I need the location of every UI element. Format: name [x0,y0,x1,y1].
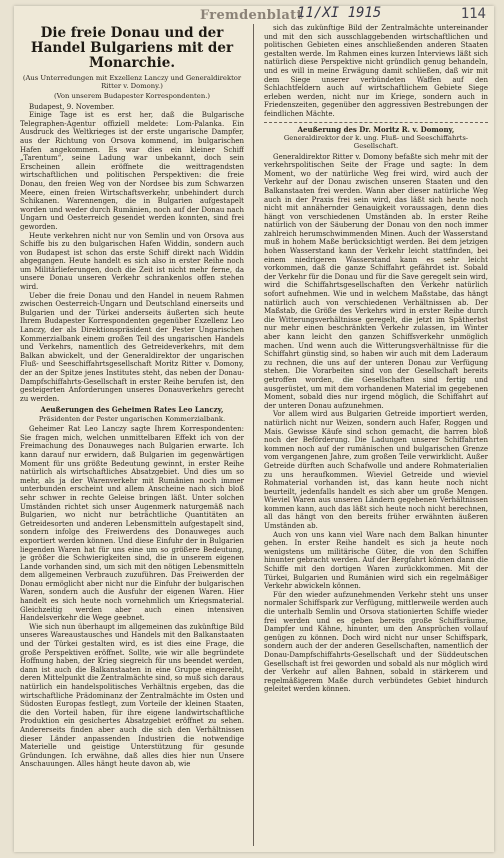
paragraph: Geheimer Rat Leo Lanczy sagte Ihrem Korrespondenten: Sie fragen mich, welchen unmittelbaren Effekt ich von der Freimachung des Donauweges nach Bulgarien erwarte. Ich kann darauf nur erwidern, daß Bulgarien im gegenwärtigen Moment für uns größte Bedeutung gewinnt, in erster Reihe natürlich als wirtschaftliches Absatzgebiet. Und dies um so mehr, als ja der Warenverkehr mit Rumänien noch immer unterbunden erscheint und allem Anscheine nach sich bloß sehr schwer in rechte Geleise bringen läßt. Unter solchen Umständen richtet sich unser Augenmerk naturgemäß nach Bulgarien, wo nicht nur beträchtliche Quantitäten an Getreidesorten und anderen Lebensmitteln aufgestapelt sind, sondern infolge des Freiwerdens des Donauweges auch exportiert werden können. Und diese Einfuhr der in Bulgarien liegenden Waren hat für uns eine um so größere Bedeutung, je größer die Schwierigkeiten sind, die in unserem eigenen Lande vorhanden sind, um sich mit den nötigen Lebensmitteln dem allgemeinen Verbrauch zuzuführen. Das Freiwerden der Donau ermöglicht aber nicht nur die Einfuhr der bulgarischen Waren, sondern auch die Ausfuhr der eigenen Waren. Hier handelt es sich heute noch vornehmlich um Kriegsmaterial. Gleichzeitig werden aber auch einen intensiven Handelsverkehr die Wege geebnet. [20,425,244,623]
paragraph: Generaldirektor Ritter v. Domony befaßte sich mehr mit der verkehrspolitischen Seite der Frage und sagte: In dem Moment, wo der natürliche Weg frei wird, wird auch der Verkehr auf der Donau zwischen unseren Staaten und den Balkanstaaten frei werden. Wann aber dieser natürliche Weg auch in der Praxis frei sein wird, das läßt sich heute noch nicht mit annähernder Genauigkeit voraussagen, denn dies hängt von verschiedenen Umständen ab. In erster Reihe natürlich von der Säuberung der Donau von den noch immer zahlreich herumschwimmenden Minen. Auch der Wasserstand muß in hohem Maße berücksichtigt werden. Bei dem jetzigen hohen Wasserstand kann der Verkehr leicht stattfinden, bei einem niedrigeren Wasserstand kann es sehr leicht vorkommen, daß die ganze Schiffahrt gefährdet ist. Sobald der Verkehr für die Donau und für die Save geregelt sein wird, wird die Schiffahrtsgesellschaften den Verkehr natürlich sofort aufnehmen. Wie und in welchem Maßstabe, das hängt natürlich auch von verschiedenen Verhältnissen ab. Der Maßstab, die Größe des Verkehrs wird in erster Reihe durch die Witterungsverhältnisse geregelt, die jetzt im Spätherbst nur mehr einen beschränkten Verkehr zulassen, im Winter aber kann leicht den ganzen Schiffsverkehr unmöglich machen. Und wenn auch die Witterungsverhältnisse für die Schiffahrt günstig sind, so haben wir auch mit dem Laderaum zu rechnen, die uns auf der unteren Donau zur Verfügung stehen. Die Vorarbeiten sind von der Gesellschaft bereits getroffen worden, die Gesellschaften sind fertig und ausgerüstet, um mit dem vorhandenen Material im gegebenen Moment, sobald dies nur irgend möglich, die Schiffahrt auf der unteren Donau aufzunehmen. [264,152,488,410]
paragraph: Vor allem wird aus Bulgarien Getreide importiert werden, natürlich nicht nur Weizen, sondern auch Hafer, Roggen und Mais. Gewisse Käufe sind schon gemacht, die harren bloß noch der Beförderung. Die Ladungen unserer Schiffahrten kommen noch auf der rumänischen und bulgarischen Grenze vom vergangenen Jahre, zum großen Teile verwirklicht. Außer Getreide dürften auch Schafwolle und andere Rohmaterialien zu uns heraufkommen. Wieviel Getreide und wieviel Rohmaterial vorhanden ist, das kann heute noch nicht beurteilt, jedenfalls handelt es sich aber um große Mengen. Wieviel Waren aus unseren Ländern gegebenen Verhältnissen kommen kann, auch das läßt sich heute noch nicht berechnen, all das hängt von den bereits früher erwähnten äußeren Umständen ab. [264,410,488,531]
paragraph: Auch von uns kann viel Ware nach dem Balkan hinunter gehen. In erster Reihe handelt es sich ja heute noch wenigstens um militärische Güter, die von den Schiffen hinunter gebracht werden. Auf der Bergfahrt können dann die Schiffe mit den dortigen Waren zurückkommen. Mit der Türkei, Bulgarien und Rumänien wird sich ein regelmäßiger Verkehr abwickeln können. [264,530,488,591]
paragraph: Heute verkehren nicht nur von Semlin und von Orsova aus Schiffe bis zu den bulgarischen Hafen Widdin, sondern auch von Budapest ist schon das erste Schiff direkt nach Widdin abgegangen. Heute handelt es sich also in erster Reihe noch um Militärlieferungen, doch die Zeit ist nicht mehr ferne, da unsere Donau unseren Verkehr schrankenlos offen stehen wird. [20,231,244,292]
masthead: Fremdenblatt [200,8,303,23]
paragraph: sich das zukünftige Bild der Zentralmächte untereinander und mit den sich ausschlaggebenden wirtschaftlichen und politischen Gebieten eines anschließenden anderen Staaten gestalten werde. Im Rahmen eines kurzen Interviews läßt sich natürlich diese Perspektive nicht gründlich genug behandeln, und es will in meine Erwägung damit schließen, daß wir mit dem Siege unserer verbündeten Waffen auf den Schlachtfeldern auch auf wirtschaftlichem Gebiete Siege erleben werden, nicht nur im Kriege, sondern auch in Friedenszeiten, gegenüber den aggressiven Bestrebungen der feindlichen Mächte. [264,24,488,118]
section1-heading: Aeußerungen des Geheimen Rates Leo Lanczy, [40,405,224,415]
right-column [264,24,488,846]
cut-line [264,122,488,123]
handwritten-date: 11/XI 1915 [297,5,382,21]
paragraph: Einige Tage ist es erst her, daß die Bulgarische Telegraphen-Agentur offiziell meldete: Lom-Palanka. Ein Ausdruck des Weltkrieges ist der erste ungarische Dampfer, aus der Richtung von Orsova kommend, im bulgarischen Hafen angekommen. Es war dies ein kleiner Schiff „Tarentum“, seine Ladung war unbekannt, doch sein Erscheinen allein eröffnete die weittragendsten wirtschaftlichen und politischen Perspektiven: die freie Donau, den freien Weg von der Nordsee bis zum Schwarzen Meere, einen freien Wirtschaftsverkehr, unbehindert durch Schikanen. Warennengen, die in Bulgarien aufgestapelt worden und weder durch Rumänien, noch auf der Donau nach Ungarn und Oesterreich gesendet werden konnten, sind frei geworden. [20,111,244,231]
article-title: Die freie Donau und der Handel Bulgariens mit der Monarchie. [30,25,234,71]
paragraph: Wie sich nun überhaupt im allgemeinen das zukünftige Bild unseres Wareaustausches und Handels mit den Balkanstaaten und der Türkei gestalten wird, es ist dies eine Frage, die große Perspektiven eröffnet. Sollte, wie wir alle begründete Hoffnung haben, der Krieg siegreich für uns beendet werden, dann ist auch die Balkanstaaten in eine Gruppe eingereiht, deren Mittelpunkt die Zentralmächte sind, so muß sich daraus natürlich ein handelspolitisches Verhältnis ergeben, das die wirtschaftliche Prädominanz der Zentralmächte im Osten und Südosten Europas festlegt, zum Vorteile der kleinen Staaten, die den Vorteil haben, für ihre eigene landwirtschaftliche Produktion ein gesichertes Absatzgebiet eröffnet zu sehen. Andererseits finden aber auch die sich den Verhältnissen dieser Länder anpassenden Industrien die notwendige Materielle und geistige Unterstützung für gesunde Gründungen. Ich erwähne, daß alles dies hier nun Unsere Anschauungen. Alles hängt heute davon ab, wie [20,622,244,769]
section2-subheading: Generaldirektor der k. ung. Fluß- und Seeschiffahrts-Gesellschaft. [283,134,469,151]
column-divider [253,24,254,846]
paragraph: Budapest, 9. November. [29,102,115,111]
section2-paragraphs [264,153,488,694]
handwritten-page-number: 114 [460,6,486,22]
section2-heading: Aeußerung des Dr. Moritz R. v. Domony, [297,124,455,134]
article-source: (Von unserem Budapester Korrespondenten.) [53,92,211,101]
article-subtitle: (Aus Unterredungen mit Exzellenz Lanczy und Generaldirektor Ritter v. Domony.) [22,74,242,91]
section1-subheading: Präsidenten der Pester ungarischen Kommerzialbank. [38,414,226,423]
section1-paragraphs [20,425,244,769]
paragraph: Für den wieder aufzunehmenden Verkehr steht uns unser normaler Schiffspark zur Verfügung, mittlerweile werden auch die unterhalb Semlin und Orsova stationierten Schiffe wieder frei werden und es geben bereits große Schiffsräume, Dampfer und Kähne, hinunter, um den Ansprüchen vollauf genügen zu können. Doch wird nicht nur unser Schiffspark, sondern auch der der anderen Gesellschaften, namentlich der Donau-Dampfschiffahrts-Gesellschaft und der Süddeutschen Gesellschaft ist frei geworden und sobald als nur möglich wird der Verkehr auf allen Bahnen, sobald in stärkerem und regelmäßigerem Maße durch verbündetes Gebiet hindurch geleitet werden können. [264,590,488,694]
left-paragraphs [20,103,244,404]
right-intro-paragraphs [264,24,488,119]
left-column [20,24,244,846]
paragraph: Ueber die freie Donau und den Handel in neuem Rahmen zwischen Oesterreich-Ungarn und Deutschland einerseits und Bulgarien und der Türkei anderseits äußerten sich heute Ihrem Budapester Korrespondenten gegenüber Exzellenz Leo Lanczy, der als Direktionspräsident der Pester Ungarischen Kommerzialbank einem großen Teil des ungarischen Handels und Verkehrs, namentlich des Getreideverkehrs, mit dem Balkan abwickelt, und der Generaldirektor der ungarischen Fluß- und Seeschiffahrtsgesellschaft Moritz Ritter v. Domony, der an der Spitze jenes Institutes steht, das neben der Donau-Dampfschiffahrts-Gesellschaft in erster Reihe berufen ist, den gesteigerten Anforderungen unseres Donauverkehrs gerecht zu werden. [20,291,244,403]
newspaper-clipping [14,6,494,852]
